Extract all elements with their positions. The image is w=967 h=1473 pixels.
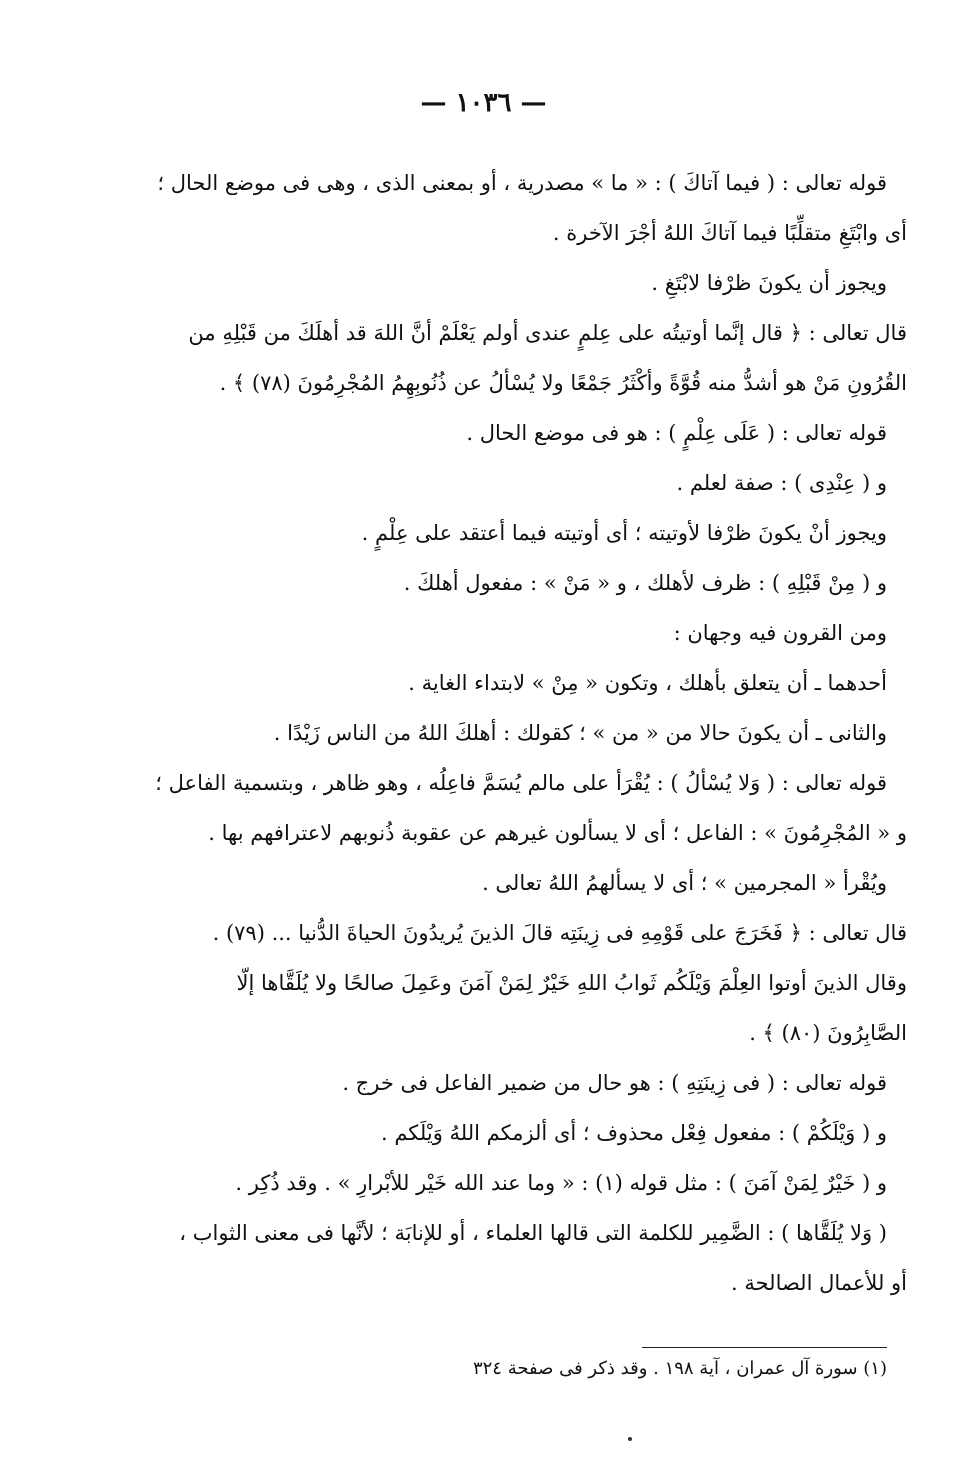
text-line: و « المُجْرِمُونَ » : الفاعل ؛ أى لا يسألون غيرهم عن عقوبة ذُنوبهم لاعترافهم بها .	[208, 821, 907, 845]
verse-line: وقال الذينَ أوتوا العِلْمَ وَيْلَكُم ثَوابُ اللهِ خَيْرٌ لِمَنْ آمَنَ وعَمِلَ صالحًا ولا يُلَقَّاها إلّا	[236, 971, 907, 995]
text-line: ومن القرون فيه وجهان :	[673, 621, 887, 645]
text-line: قوله تعالى : ( وَلا يُسْألُ ) : يُقْرَأ على مالم يُسَمَّ فاعِلُه ، وهو ظاهر ، وبتسمية الفاعل ؛	[155, 771, 887, 795]
text-line: أحدهما ـ أن يتعلق بأهلك ، وتكون « مِنْ » لابتداء الغاية .	[408, 671, 887, 695]
text-line: و ( وَيْلَكُمْ ) : مفعول فِعْل محذوف ؛ أى ألزمكم اللهُ وَيْلَكم .	[380, 1121, 887, 1145]
verse-line: قال تعالى : ﴿ فَخَرَجَ على قَوْمِهِ فى زِينَتِه قالَ الذينَ يُريدُونَ الحياةَ الدُّنيا ... (٧٩) .	[212, 921, 907, 945]
page-number: — ١٠٣٦ —	[420, 88, 547, 118]
text-line: و ( مِنْ قَبْلِهِ ) : ظرف لأهلك ، و « مَنْ » : مفعول أهلكَ .	[403, 571, 887, 595]
text-line: أو للأعمال الصالحة .	[731, 1271, 907, 1295]
text-line: ويجوز أنْ يكونَ ظرْفا لأوتيته ؛ أى أوتيته فيما أعتقد على عِلْمٍ .	[361, 521, 887, 545]
text-line: و ( خَيْرٌ لِمَنْ آمَنَ ) : مثل قوله (١) : « وما عند الله خَيْر للأبْرارِ » . وقد ذُكِر .	[235, 1171, 887, 1195]
verse-line: القُرُونِ مَنْ هو أشدُّ منه قُوَّةً وأكْثَرُ جَمْعًا ولا يُسْألُ عن ذُنُوبِهِمُ المُجْرِمُونَ (٧٨) ﴾ .	[219, 371, 907, 395]
footnote: (١) سورة آل عمران ، آية ١٩٨ . وقد ذكر فى صفحة ٣٢٤	[472, 1358, 887, 1379]
text-line: و ( عِنْدِى ) : صفة لعلم .	[676, 471, 887, 495]
verse-line: الصَّابِرُونَ (٨٠) ﴾ .	[749, 1021, 907, 1045]
text-line: ( وَلا يُلَقَّاها ) : الضَّمِير للكلمة التى قالها العلماء ، أو للإنابَة ؛ لأنَّها فى معنى الثواب ،	[179, 1221, 887, 1245]
text-line: قوله تعالى : ( عَلَى عِلْمٍ ) : هو فى موضع الحال .	[466, 421, 887, 445]
text-line: قوله تعالى : ( فى زِينَتِهِ ) : هو حال من ضمير الفاعل فى خرج .	[342, 1071, 887, 1095]
footnote-divider	[642, 1347, 887, 1348]
text-line: ويُقْرأ « المجرمين » ؛ أى لا يسألهمُ اللهُ تعالى .	[482, 871, 887, 895]
text-line: قوله تعالى : ( فيما آتاكَ ) : « ما » مصدرية ، أو بمعنى الذى ، وهى فى موضع الحال ؛	[157, 171, 887, 195]
text-line: أى وابْتَغِ متقلِّبًا فيما آتاكَ اللهُ أجْرَ الآخرة .	[552, 221, 907, 245]
verse-line: قال تعالى : ﴿ قال إنَّما أوتيتُه على عِلمٍ عندى أولم يَعْلَمْ أنَّ اللهَ قد أهلَكَ من قَبْلِهِ من	[188, 321, 907, 345]
page-body	[87, 158, 907, 1308]
print-speck	[628, 1437, 632, 1441]
text-line: ويجوز أن يكونَ ظرْفا لابْتَغِ .	[651, 271, 887, 295]
text-line: والثانى ـ أن يكونَ حالا من « من » ؛ كقولك : أهلكَ اللهُ من الناس زَيْدًا .	[273, 721, 887, 745]
